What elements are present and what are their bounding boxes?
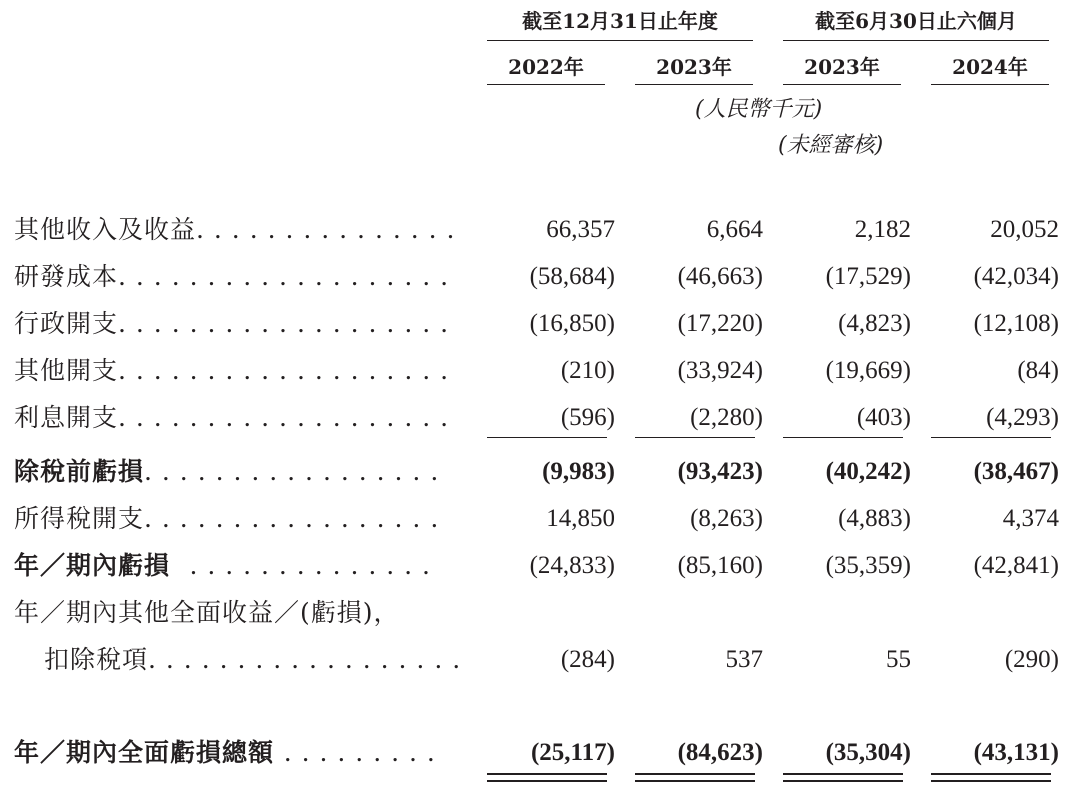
subtotal-rule	[783, 437, 903, 438]
year-underline-2023-full	[635, 84, 753, 85]
cell-2022: 14,850	[546, 505, 615, 532]
cell-2024: (290)	[1004, 646, 1059, 673]
cell-2022: (25,117)	[530, 739, 615, 766]
cell-2023-half: 2,182	[854, 216, 911, 243]
cell-2024: (43,131)	[973, 739, 1059, 766]
cell-2022: (284)	[560, 646, 615, 673]
cell-2023-full: (33,924)	[677, 357, 763, 384]
cell-2024: (38,467)	[973, 458, 1059, 485]
cell-2024: (84)	[1017, 357, 1059, 384]
cell-2022: (58,684)	[529, 263, 615, 290]
row-label: 年／期內全面虧損總額 . . . . . . . . .	[14, 738, 436, 767]
cell-2024: (12,108)	[973, 310, 1059, 337]
subtotal-rule	[487, 437, 607, 438]
cell-2023-half: (35,304)	[825, 739, 911, 766]
total-double-rule	[487, 773, 607, 782]
cell-2023-full: (17,220)	[677, 310, 763, 337]
unit-label: (人民幣千元)	[695, 97, 823, 122]
year-header-2023-half: 2023年	[804, 55, 880, 79]
cell-2023-full: (8,263)	[690, 505, 763, 532]
cell-2023-half: (4,823)	[838, 310, 911, 337]
cell-2023-half: (40,242)	[825, 458, 911, 485]
row-label: 年／期內其他全面收益／(虧損)，	[14, 598, 400, 627]
year-underline-2024	[931, 84, 1049, 85]
year-header-2024: 2024年	[952, 55, 1028, 79]
group-underline-full-year	[487, 40, 753, 41]
row-label: 扣除稅項. . . . . . . . . . . . . . . . . .	[44, 645, 462, 674]
row-label: 研發成本. . . . . . . . . . . . . . . . . . .	[14, 262, 450, 291]
cell-2024: 4,374	[1002, 505, 1059, 532]
table-row	[0, 353, 1080, 393]
cell-2024: 20,052	[990, 216, 1059, 243]
year-header-2023-full: 2023年	[656, 55, 732, 79]
table-row	[0, 400, 1080, 440]
cell-2022: (596)	[560, 404, 615, 431]
cell-2024: (42,841)	[973, 552, 1059, 579]
column-group-full-year: 截至12月31日止年度	[522, 9, 718, 33]
cell-2023-full: (93,423)	[677, 458, 763, 485]
cell-2023-half: (403)	[856, 404, 911, 431]
cell-2023-full: 537	[725, 646, 763, 673]
row-label: 所得稅開支. . . . . . . . . . . . . . . . .	[14, 504, 440, 533]
cell-2023-full: (46,663)	[677, 263, 763, 290]
column-group-half-year: 截至6月30日止六個月	[815, 9, 1017, 33]
cell-2022: (24,833)	[529, 552, 615, 579]
row-label: 除稅前虧損. . . . . . . . . . . . . . . . .	[14, 457, 440, 486]
year-underline-2023-half	[783, 84, 901, 85]
cell-2022: (210)	[560, 357, 615, 384]
cell-2023-half: 55	[886, 646, 911, 673]
cell-2023-full: (85,160)	[677, 552, 763, 579]
table-row	[0, 306, 1080, 346]
row-label: 其他收入及收益. . . . . . . . . . . . . . .	[14, 215, 456, 244]
cell-2022: (9,983)	[542, 458, 615, 485]
cell-2023-full: (2,280)	[690, 404, 763, 431]
subtotal-rule	[635, 437, 755, 438]
cell-2023-half: (19,669)	[825, 357, 911, 384]
cell-2024: (4,293)	[986, 404, 1059, 431]
row-label: 其他開支. . . . . . . . . . . . . . . . . . .	[14, 356, 450, 385]
unaudited-label: (未經審核)	[778, 133, 884, 158]
subtotal-rule	[931, 437, 1051, 438]
cell-2022: (16,850)	[529, 310, 615, 337]
row-label: 行政開支. . . . . . . . . . . . . . . . . . .	[14, 309, 450, 338]
year-underline-2022	[487, 84, 605, 85]
table-row	[0, 735, 1080, 775]
table-row	[0, 454, 1080, 494]
cell-2023-half: (35,359)	[825, 552, 911, 579]
table-row	[0, 501, 1080, 541]
total-double-rule	[931, 773, 1051, 782]
table-row	[0, 595, 1080, 635]
cell-2023-full: 6,664	[706, 216, 763, 243]
cell-2022: 66,357	[546, 216, 615, 243]
cell-2024: (42,034)	[973, 263, 1059, 290]
cell-2023-full: (84,623)	[677, 739, 763, 766]
row-label: 利息開支. . . . . . . . . . . . . . . . . . .	[14, 403, 450, 432]
total-double-rule	[635, 773, 755, 782]
table-row	[0, 548, 1080, 588]
table-row	[0, 642, 1080, 682]
cell-2023-half: (17,529)	[825, 263, 911, 290]
table-row	[0, 259, 1080, 299]
year-header-2022: 2022年	[508, 55, 584, 79]
row-label: 年／期內虧損 . . . . . . . . . . . . . .	[14, 551, 432, 580]
group-underline-half-year	[783, 40, 1049, 41]
table-row	[0, 212, 1080, 252]
cell-2023-half: (4,883)	[838, 505, 911, 532]
total-double-rule	[783, 773, 903, 782]
